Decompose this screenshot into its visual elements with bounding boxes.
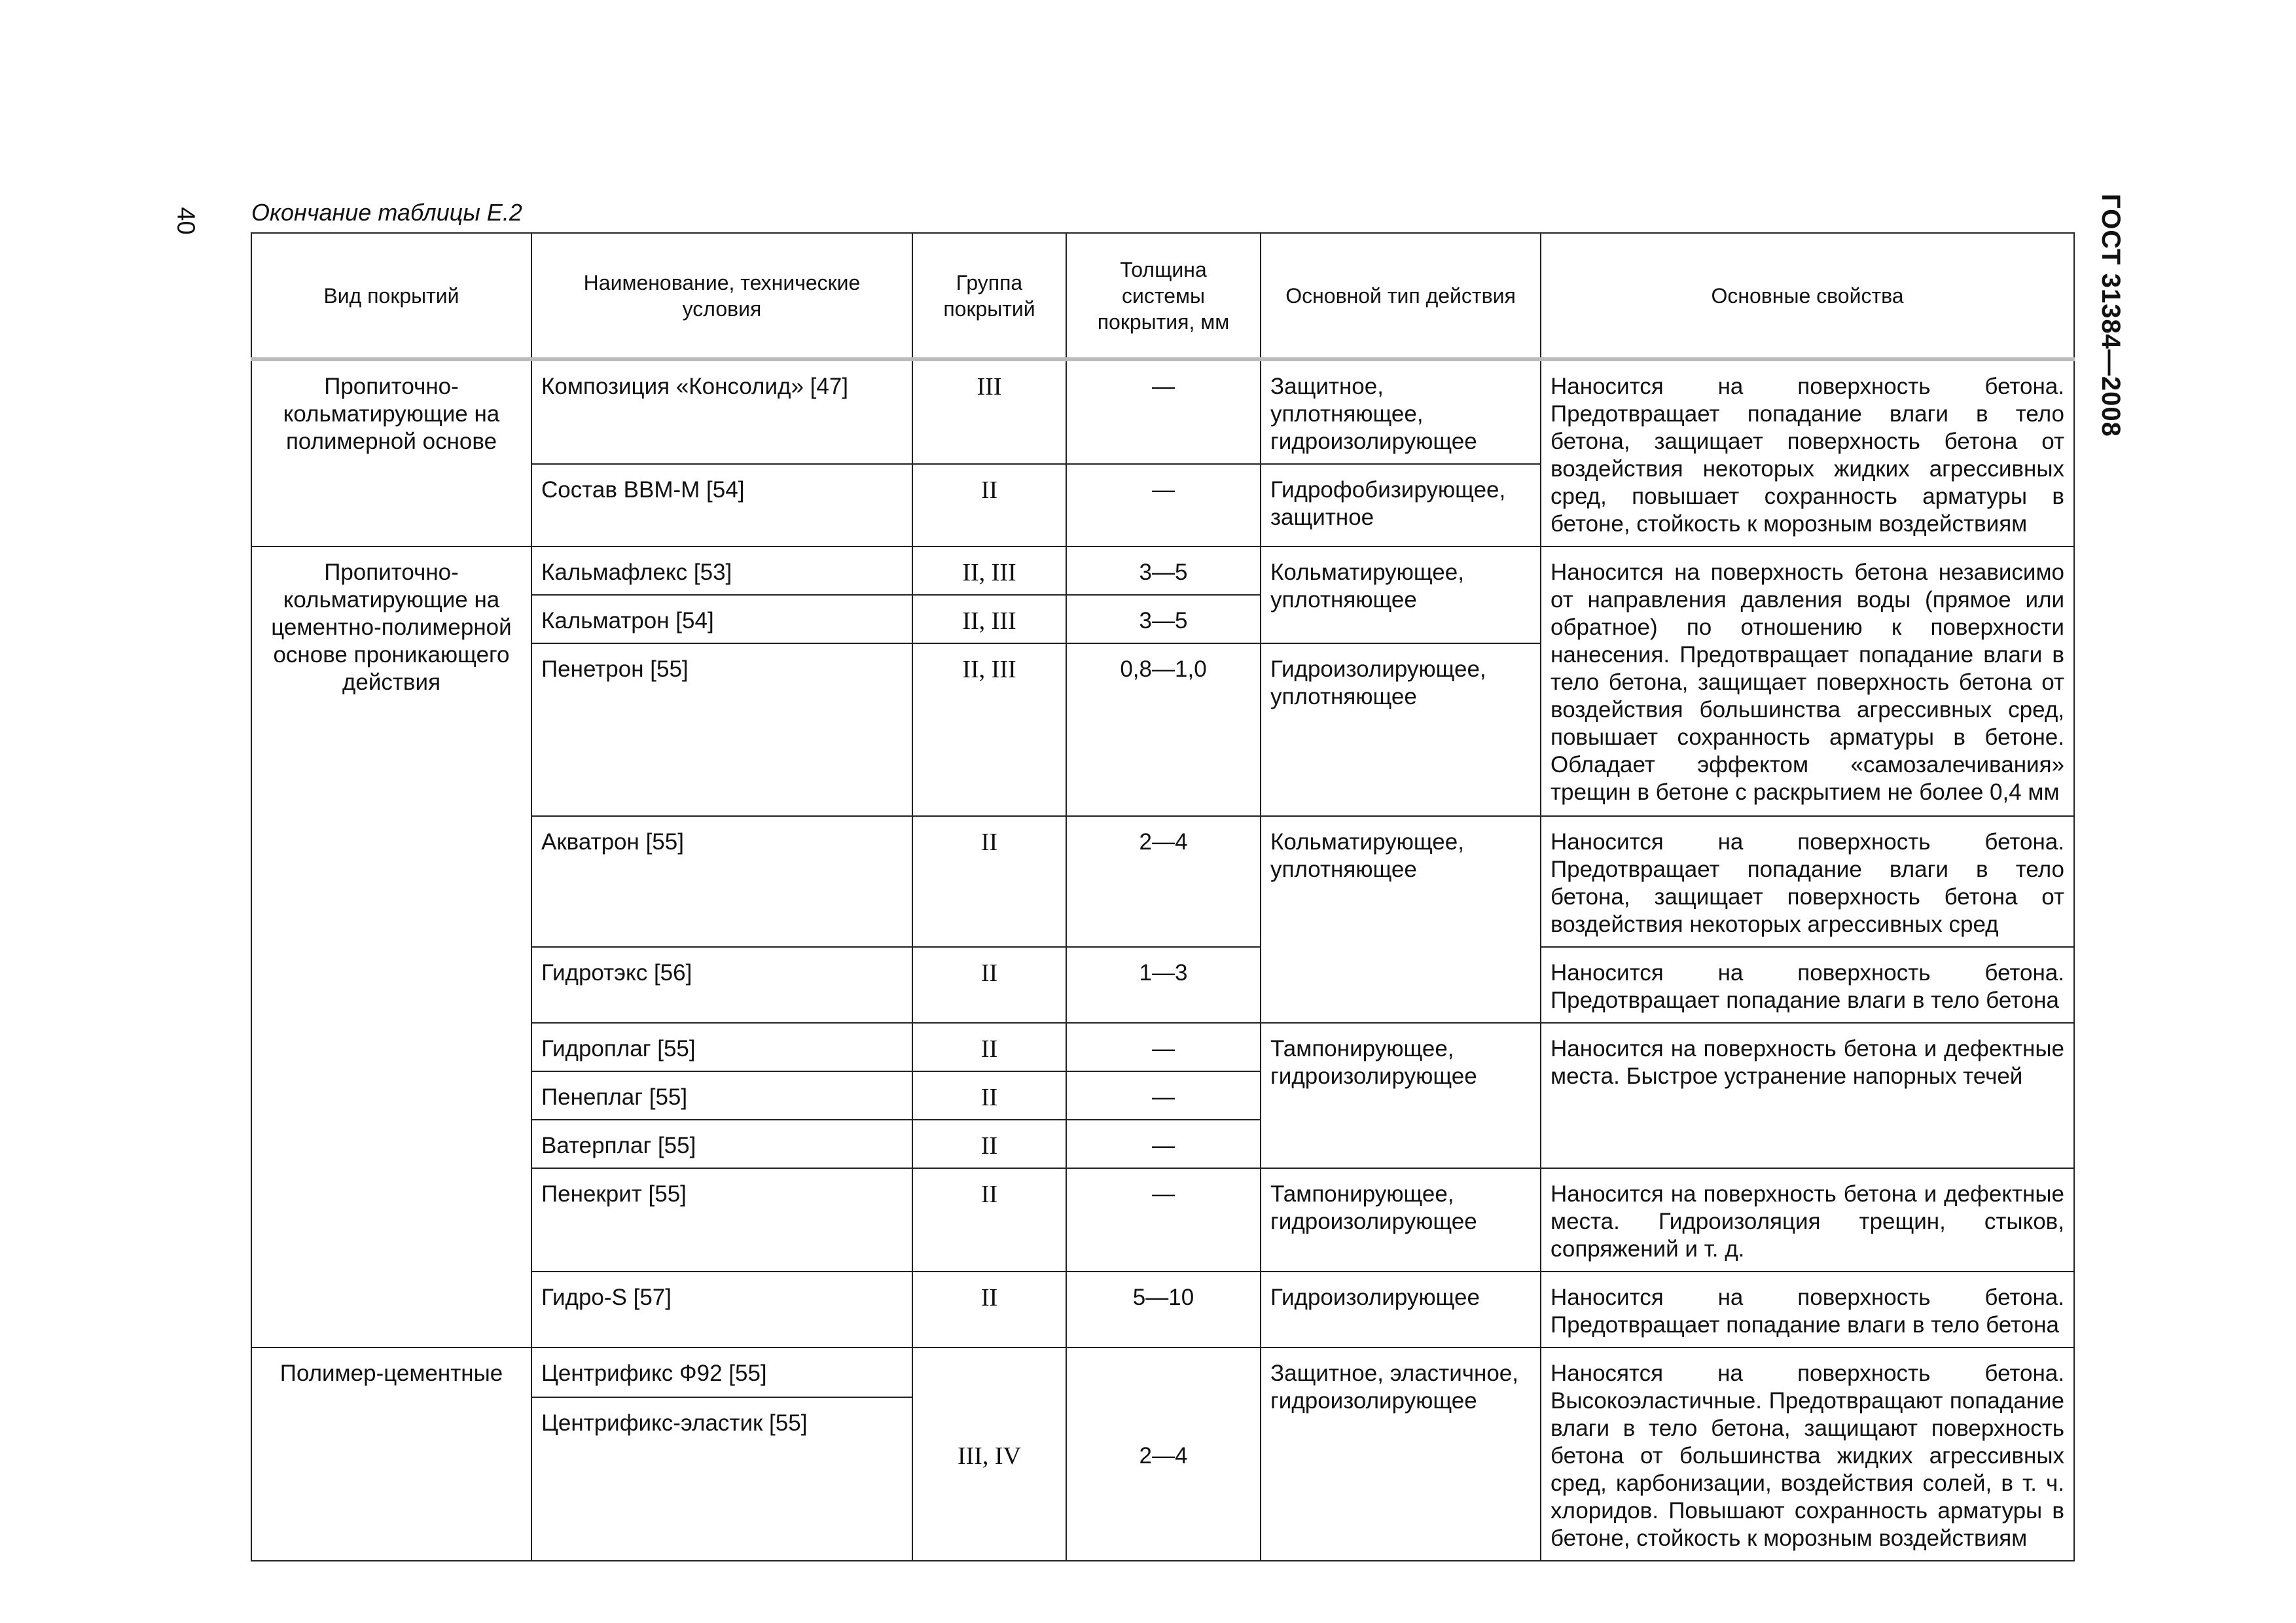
group-cell: III, IV — [912, 1347, 1066, 1561]
product-name-cell: Пенекрит [55] — [531, 1168, 912, 1272]
header-type: Вид покрытий — [251, 233, 531, 359]
thickness-cell: — — [1066, 1071, 1261, 1120]
product-name-cell: Центрификс-эластик [55] — [531, 1397, 912, 1561]
thickness-cell: — — [1066, 1120, 1261, 1168]
table-header-row — [251, 233, 2074, 359]
product-name-cell: Пенетрон [55] — [531, 643, 912, 816]
thickness-cell: 5—10 — [1066, 1272, 1261, 1347]
properties-cell: Наносится на поверхность бетона. Предотвращает попадание влаги в тело бетона — [1541, 1272, 2074, 1347]
action-cell: Гидроизолирующее — [1261, 1272, 1541, 1347]
thickness-cell: 0,8—1,0 — [1066, 643, 1261, 816]
properties-cell: Наносится на поверхность бетона. Предотвращает попадание влаги в тело бетона — [1541, 947, 2074, 1023]
document-standard-title: ГОСТ 31384—2008 — [2096, 194, 2125, 437]
table-row — [251, 1347, 2074, 1397]
properties-cell: Наносится на поверхность бетона и дефектные места. Быстрое устранение напорных течей — [1541, 1023, 2074, 1168]
action-cell: Кольматирующее, уплотняющее — [1261, 546, 1541, 643]
product-name-cell: Гидро-S [57] — [531, 1272, 912, 1347]
group-cell: II — [912, 1272, 1066, 1347]
header-action: Основной тип действия — [1261, 233, 1541, 359]
product-name-cell: Акватрон [55] — [531, 816, 912, 947]
table-row — [251, 546, 2074, 595]
action-cell: Тампонирующее, гидроизолирующее — [1261, 1023, 1541, 1168]
group-cell: II — [912, 1120, 1066, 1168]
action-cell: Защитное, уплотняющее, гидроизолирующее — [1261, 359, 1541, 464]
group-cell: II — [912, 1023, 1066, 1071]
header-name: Наименование, технические условия — [531, 233, 912, 359]
action-cell: Гидроизолирующее, уплотняющее — [1261, 643, 1541, 816]
product-name-cell: Кальмафлекс [53] — [531, 546, 912, 595]
page-number: 40 — [171, 207, 200, 235]
coating-type-cell: Пропиточно-кольматирующие на цементно-полимерной основе проникающего действия — [251, 546, 531, 1347]
header-properties: Основные свойства — [1541, 233, 2074, 359]
table-caption: Окончание таблицы Е.2 — [251, 199, 522, 226]
product-name-cell: Гидротэкс [56] — [531, 947, 912, 1023]
group-cell: III — [912, 359, 1066, 464]
product-name-cell: Состав ВВМ-М [54] — [531, 464, 912, 546]
properties-cell: Наносится на поверхность бетона. Предотвращает попадание влаги в тело бетона, защищает поверхность бетона от воздействия некоторых жидких агрессивных сред, повышает сохранность арматуры в бетоне, стойкость к морозным воздействиям — [1541, 359, 2074, 546]
coating-type-cell: Полимер-цементные — [251, 1347, 531, 1561]
group-cell: II — [912, 816, 1066, 947]
action-cell: Защитное, эластичное, гидроизолирующее — [1261, 1347, 1541, 1561]
properties-cell: Наносится на поверхность бетона и дефектные места. Гидроизоляция трещин, стыков, сопряжений и т. д. — [1541, 1168, 2074, 1272]
group-cell: II — [912, 1168, 1066, 1272]
group-cell: II, III — [912, 595, 1066, 643]
action-cell: Кольматирующее, уплотняющее — [1261, 816, 1541, 1023]
thickness-cell: 3—5 — [1066, 546, 1261, 595]
product-name-cell: Центрификс Ф92 [55] — [531, 1347, 912, 1397]
header-thickness: Толщина системы покрытия, мм — [1066, 233, 1261, 359]
coating-type-cell: Пропиточно-кольматирующие на полимерной основе — [251, 359, 531, 546]
group-cell: II — [912, 947, 1066, 1023]
thickness-cell: 3—5 — [1066, 595, 1261, 643]
coatings-table — [251, 232, 2075, 1561]
thickness-cell: — — [1066, 1023, 1261, 1071]
group-cell: II, III — [912, 546, 1066, 595]
group-cell: II, III — [912, 643, 1066, 816]
thickness-cell: 2—4 — [1066, 1347, 1261, 1561]
thickness-cell: 1—3 — [1066, 947, 1261, 1023]
group-cell: II — [912, 1071, 1066, 1120]
product-name-cell: Ватерплаг [55] — [531, 1120, 912, 1168]
thickness-cell: — — [1066, 1168, 1261, 1272]
group-cell: II — [912, 464, 1066, 546]
properties-cell: Наносятся на поверхность бетона. Высокоэластичные. Предотвращают попадание влаги в тело бетона, защищают поверхность бетона от большинства жидких агрессивных сред, карбонизации, воздействия солей, в т. ч. хлоридов. Повышают сохранность арматуры в бетоне, стойкость к морозным воздействиям — [1541, 1347, 2074, 1561]
action-cell: Гидрофобизирующее, защитное — [1261, 464, 1541, 546]
header-group: Группа покрытий — [912, 233, 1066, 359]
product-name-cell: Пенеплаг [55] — [531, 1071, 912, 1120]
thickness-cell: 2—4 — [1066, 816, 1261, 947]
product-name-cell: Композиция «Консолид» [47] — [531, 359, 912, 464]
product-name-cell: Кальматрон [54] — [531, 595, 912, 643]
table-row — [251, 359, 2074, 464]
properties-cell: Наносится на поверхность бетона. Предотвращает попадание влаги в тело бетона, защищает поверхность бетона от воздействия некоторых агрессивных сред — [1541, 816, 2074, 947]
product-name-cell: Гидроплаг [55] — [531, 1023, 912, 1071]
action-cell: Тампонирующее, гидроизолирующее — [1261, 1168, 1541, 1272]
thickness-cell: — — [1066, 359, 1261, 464]
properties-cell: Наносится на поверхность бетона независимо от направления давления воды (прямое или обратное) по отношению к поверхности нанесения. Предотвращает попадание влаги в тело бетона, защищает поверхность бетона от воздействия большинства агрессивных сред, повышает сохранность арматуры в бетоне. Обладает эффектом «самозалечивания» трещин в бетоне с раскрытием не более 0,4 мм — [1541, 546, 2074, 816]
thickness-cell: — — [1066, 464, 1261, 546]
